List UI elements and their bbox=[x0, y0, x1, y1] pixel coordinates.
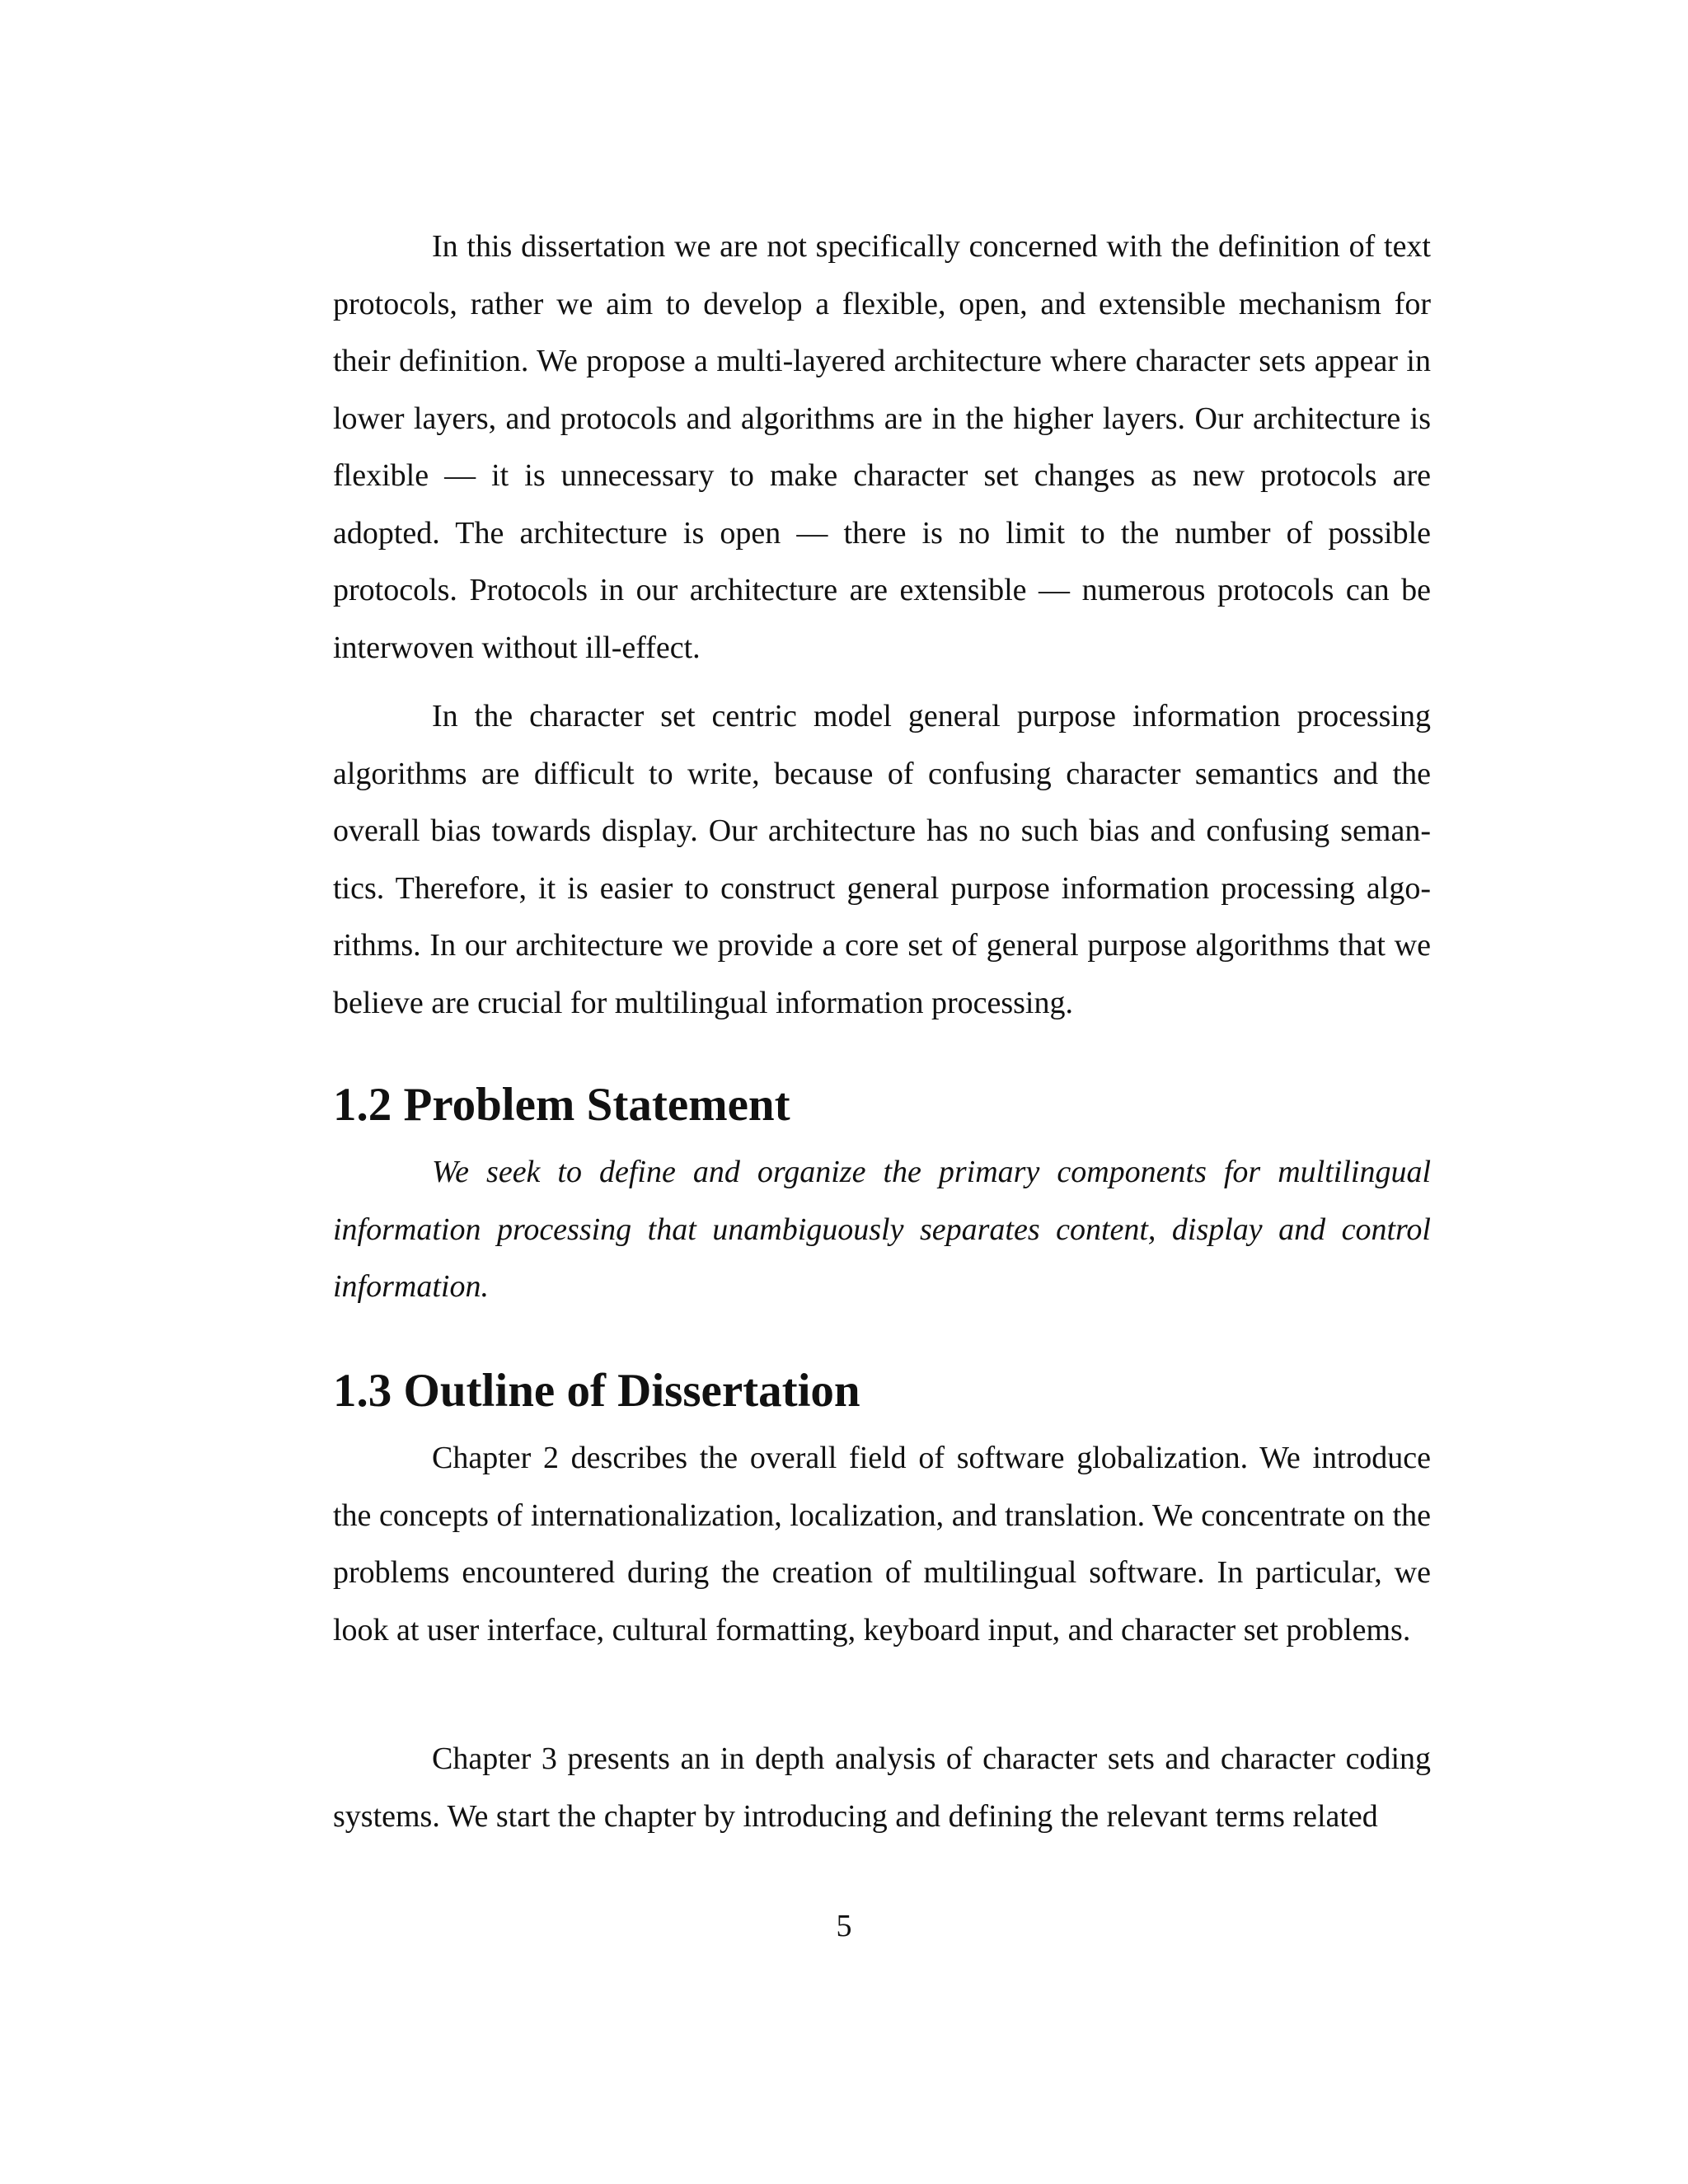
body-paragraph: In this dissertation we are not specifically concerned with the definition of text protocols, rather we aim to develop a flexible, open, and extensible mechanism for their definition. We propose a multi-layered architecture where character sets appear in lower layers, and protocols and algorithms are in the higher layers. Our architecture is flexible — it is unnecessary to make character set changes as new protocols are adopted. The architecture is open — there is no limit to the number of possible protocols. Protocols in our architecture are extensible — numerous protocols can be interwoven without ill-effect. bbox=[333, 229, 1431, 665]
section-heading: 1.2 Problem Statement bbox=[333, 1079, 790, 1131]
body-paragraph: In the character set centric model general purpose information processing algorithms are difficult to write, because of confusing character semantics and the overall bias towards display. Our architecture has no such bias and confusing semantics. Therefore, it is easier to construct general purpose information processing algorithms. In our architecture we provide a core set of general purpose algorithms that we believe are crucial for multilingual information processing. bbox=[333, 699, 1431, 1020]
body-paragraph: Chapter 3 presents an in depth analysis of character sets and character coding systems. We start the chapter by introducing and defining the relevant terms related bbox=[333, 1741, 1431, 1834]
body-paragraph: Chapter 2 describes the overall field of software globalization. We introduce the concepts of internationalization, localization, and translation. We concentrate on the problems encountered during the creation of multilingual software. In particular, we look at user interface, cultural formatting, keyboard input, and character set problems. bbox=[333, 1441, 1431, 1647]
problem-statement: We seek to define and organize the primary components for multilingual information processing that unambiguously separates content, display and control information. bbox=[333, 1155, 1431, 1304]
section-heading: 1.3 Outline of Dissertation bbox=[333, 1365, 860, 1417]
page-number: 5 bbox=[836, 1909, 852, 1943]
